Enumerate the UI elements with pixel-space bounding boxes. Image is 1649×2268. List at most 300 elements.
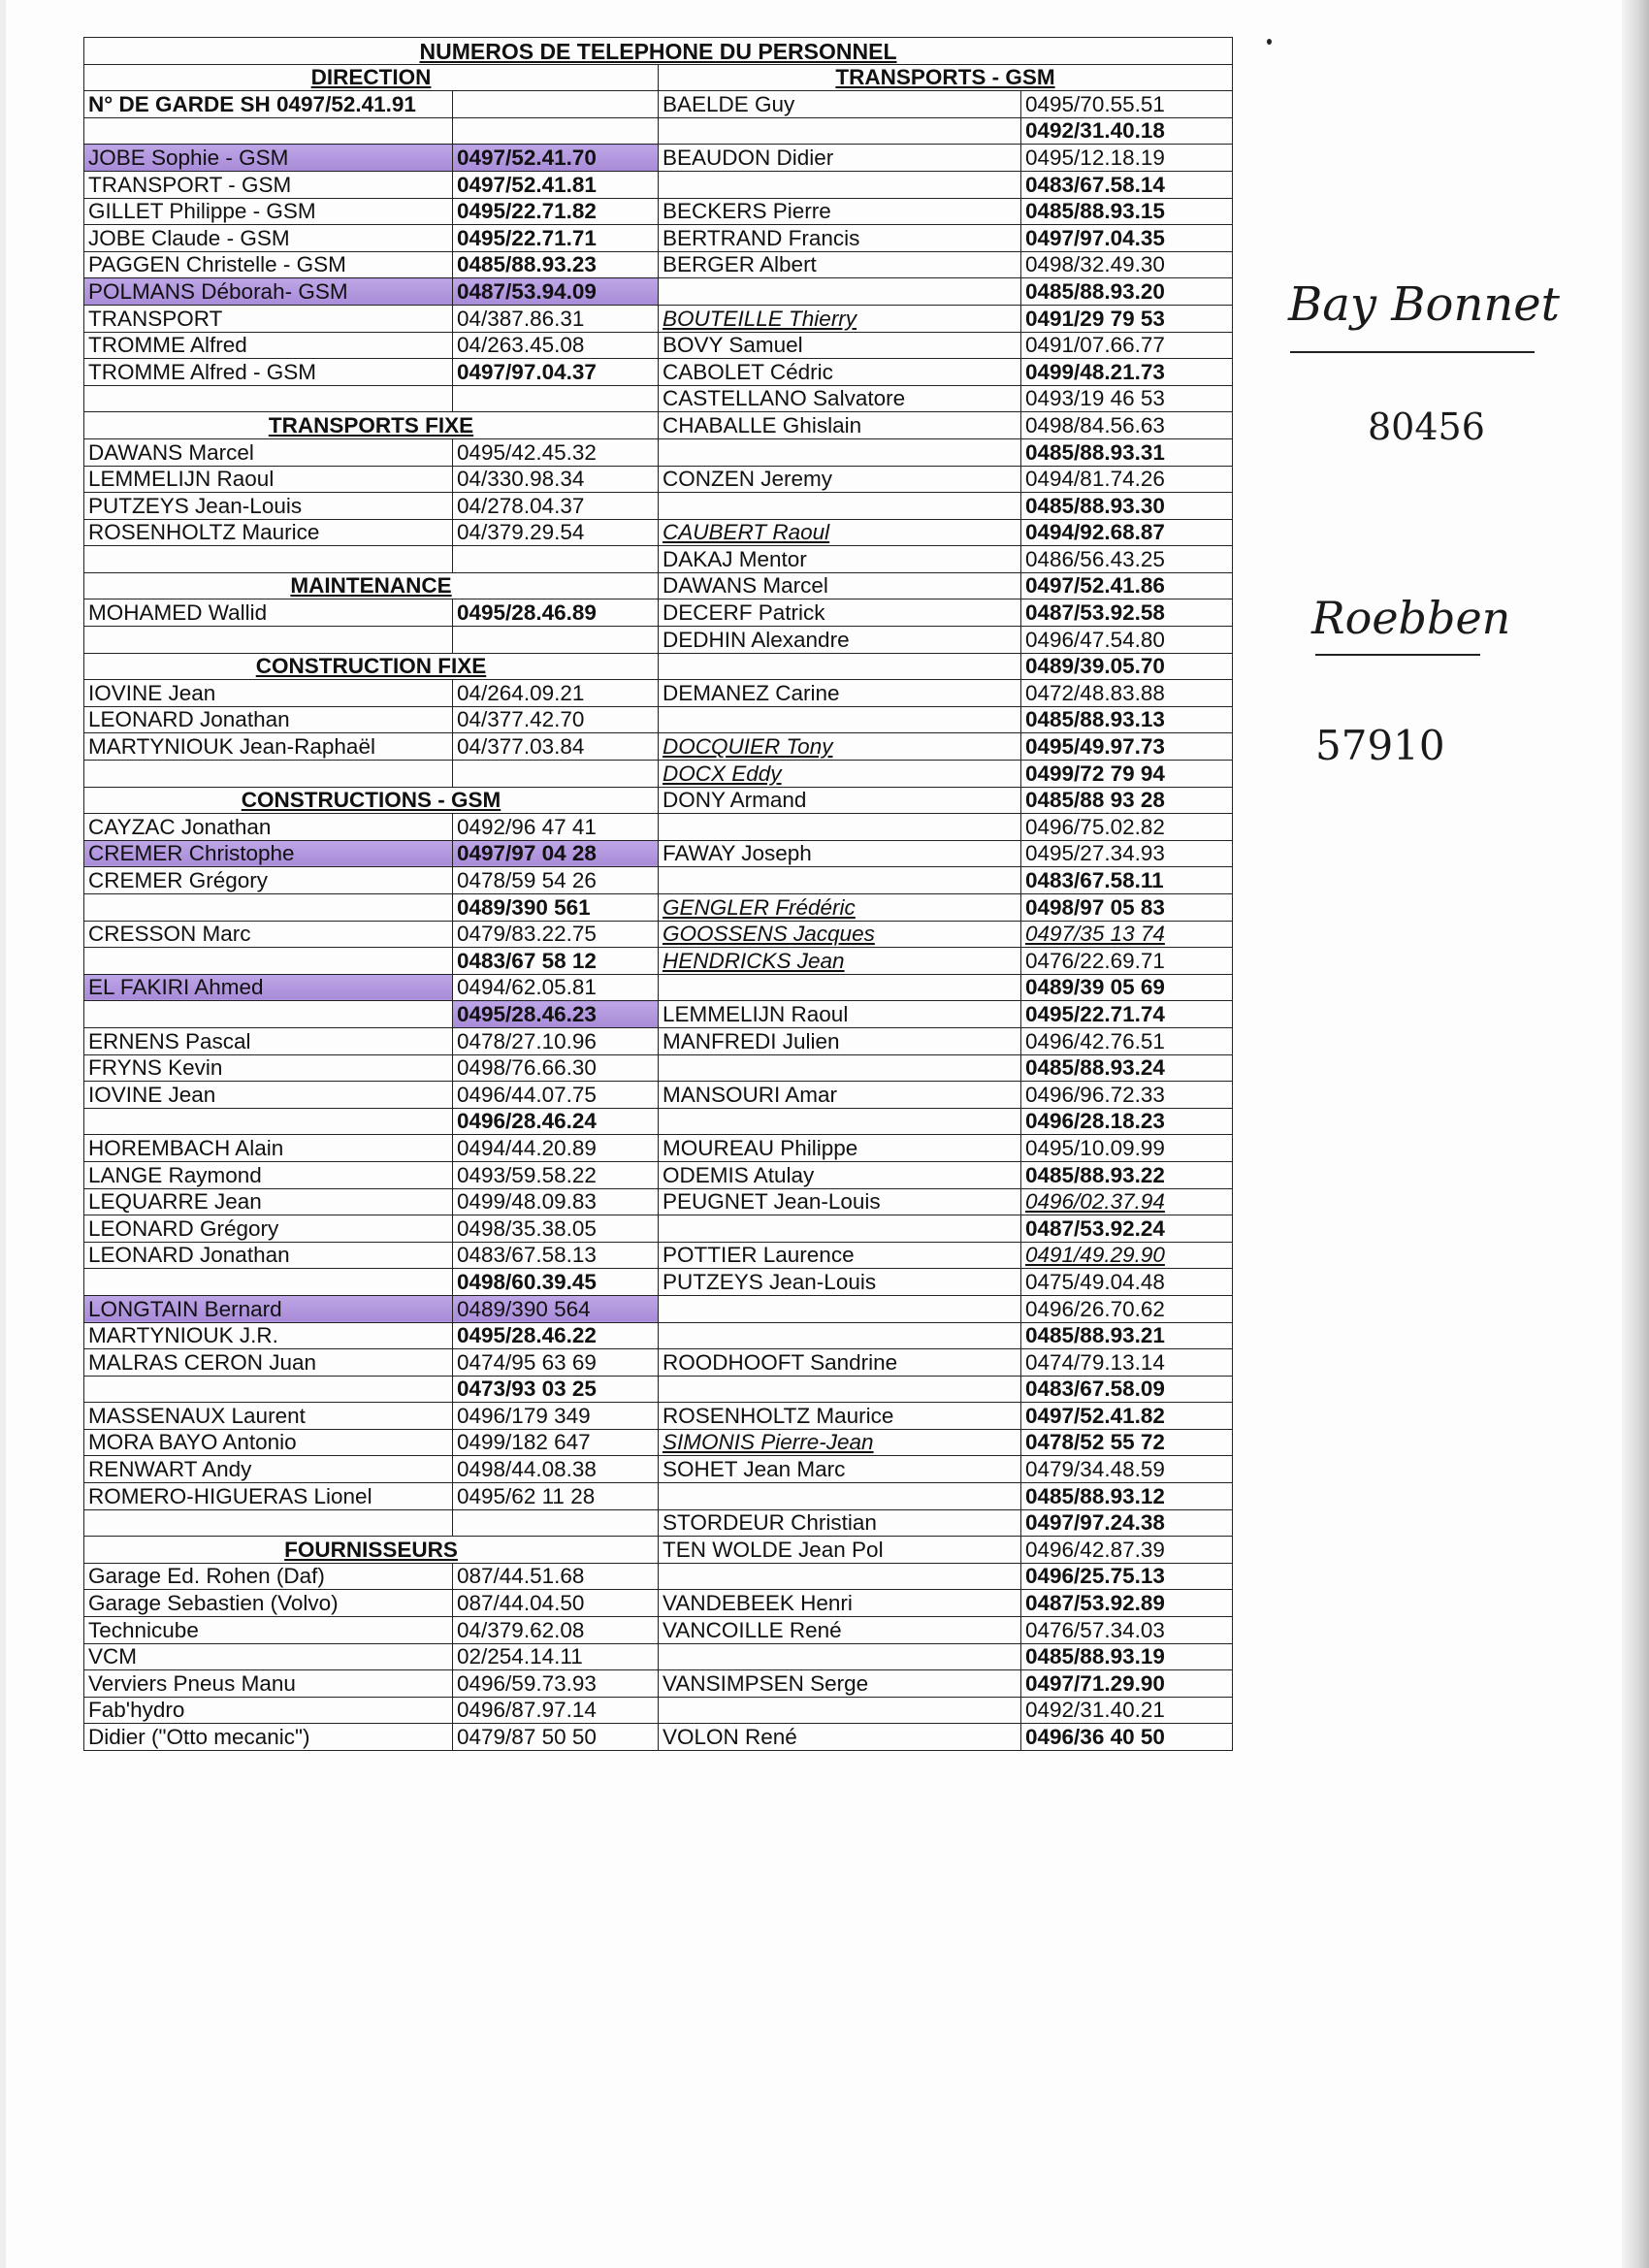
contact-phone: 0494/62.05.81 — [453, 974, 659, 1001]
contact-phone: 0476/22.69.71 — [1021, 948, 1233, 975]
contact-phone: 04/387.86.31 — [453, 305, 659, 332]
contact-phone: 0492/96 47 41 — [453, 814, 659, 841]
section-header-direction: DIRECTION — [84, 64, 659, 91]
contact-name: Verviers Pneus Manu — [84, 1670, 453, 1698]
contact-phone: 0487/53.92.89 — [1021, 1590, 1233, 1617]
table-row — [84, 653, 1233, 680]
contact-phone: 0483/67.58.14 — [1021, 171, 1233, 198]
contact-phone: 0497/97.04.35 — [1021, 225, 1233, 252]
contact-phone: 0497/52.41.86 — [1021, 572, 1233, 599]
contact-name: JOBE Sophie - GSM — [84, 145, 453, 172]
contact-phone: 0489/39 05 69 — [1021, 974, 1233, 1001]
contact-phone: 0494/81.74.26 — [1021, 466, 1233, 493]
table-row — [84, 921, 1233, 948]
contact-phone: 0489/390 561 — [453, 894, 659, 922]
contact-name — [84, 1269, 453, 1296]
contact-phone: 0496/179 349 — [453, 1403, 659, 1430]
contact-phone: 0495/28.46.22 — [453, 1322, 659, 1349]
contact-name: ROSENHOLTZ Maurice — [84, 519, 453, 546]
table-row — [84, 599, 1233, 627]
contact-phone: 0493/59.58.22 — [453, 1161, 659, 1188]
contact-phone: 0496/59.73.93 — [453, 1670, 659, 1698]
table-row — [84, 1027, 1233, 1054]
contact-name — [659, 974, 1021, 1001]
contact-name: MORA BAYO Antonio — [84, 1429, 453, 1456]
contact-name: PUTZEYS Jean-Louis — [84, 493, 453, 520]
contact-name: HENDRICKS Jean — [659, 948, 1021, 975]
contact-phone: 0495/22.71.74 — [1021, 1001, 1233, 1028]
contact-name: TRANSPORT — [84, 305, 453, 332]
contact-name — [659, 706, 1021, 733]
contact-name — [84, 1509, 453, 1537]
section-header: CONSTRUCTION FIXE — [84, 653, 659, 680]
page-title: NUMEROS DE TELEPHONE DU PERSONNEL — [84, 38, 1233, 65]
contact-phone — [453, 1509, 659, 1537]
contact-name: CHABALLE Ghislain — [659, 412, 1021, 439]
contact-name: JOBE Claude - GSM — [84, 225, 453, 252]
contact-phone: 0491/29 79 53 — [1021, 305, 1233, 332]
table-row — [84, 198, 1233, 225]
contact-phone: 0496/44.07.75 — [453, 1082, 659, 1109]
contact-phone: 0496/02.37.94 — [1021, 1188, 1233, 1215]
contact-name — [84, 1001, 453, 1028]
contact-name — [659, 1563, 1021, 1590]
contact-phone: 0485/88.93.30 — [1021, 493, 1233, 520]
contact-phone: 0493/19 46 53 — [1021, 385, 1233, 412]
table-row — [84, 948, 1233, 975]
contact-name: LONGTAIN Bernard — [84, 1295, 453, 1322]
contact-name: DOCX Eddy — [659, 761, 1021, 788]
contact-phone: 0495/22.71.71 — [453, 225, 659, 252]
contact-phone: 087/44.51.68 — [453, 1563, 659, 1590]
table-row — [84, 117, 1233, 145]
contact-name: Fab'hydro — [84, 1697, 453, 1724]
table-row — [84, 1108, 1233, 1135]
contact-phone: 0498/84.56.63 — [1021, 412, 1233, 439]
contact-name: CONZEN Jeremy — [659, 466, 1021, 493]
contact-name: VANCOILLE René — [659, 1617, 1021, 1644]
handwritten-note-number-1: 80456 — [1368, 405, 1485, 448]
table-row — [84, 251, 1233, 278]
contact-name: VOLON René — [659, 1724, 1021, 1751]
contact-phone — [453, 627, 659, 654]
table-row — [84, 385, 1233, 412]
contact-phone: 0485/88.93.24 — [1021, 1054, 1233, 1082]
table-row — [84, 1082, 1233, 1109]
contact-phone: 0495/70.55.51 — [1021, 91, 1233, 118]
table-row — [84, 305, 1233, 332]
contact-name: ROSENHOLTZ Maurice — [659, 1403, 1021, 1430]
contact-name: DAWANS Marcel — [659, 572, 1021, 599]
contact-name: LEONARD Jonathan — [84, 1242, 453, 1269]
contact-name — [659, 1483, 1021, 1510]
contact-phone: 0485/88.93.20 — [1021, 278, 1233, 306]
title-row — [84, 38, 1233, 65]
phone-directory-table — [83, 37, 1233, 1751]
contact-name: N° DE GARDE SH 0497/52.41.91 — [84, 91, 453, 118]
contact-name — [659, 1322, 1021, 1349]
contact-phone: 0496/28.46.24 — [453, 1108, 659, 1135]
contact-name: GOOSSENS Jacques — [659, 921, 1021, 948]
contact-name — [659, 814, 1021, 841]
table-row — [84, 787, 1233, 814]
contact-phone: 0489/390 564 — [453, 1295, 659, 1322]
contact-phone: 0495/27.34.93 — [1021, 840, 1233, 867]
contact-phone: 04/379.29.54 — [453, 519, 659, 546]
contact-name — [659, 1376, 1021, 1403]
contact-name: VCM — [84, 1643, 453, 1670]
contact-name: Garage Sebastien (Volvo) — [84, 1590, 453, 1617]
contact-phone: 0485/88.93.12 — [1021, 1483, 1233, 1510]
section-header-transports-gsm: TRANSPORTS - GSM — [659, 64, 1233, 91]
contact-name: MANSOURI Amar — [659, 1082, 1021, 1109]
contact-phone — [453, 117, 659, 145]
contact-phone: 0487/53.92.58 — [1021, 599, 1233, 627]
contact-phone — [453, 91, 659, 118]
contact-name — [659, 493, 1021, 520]
contact-phone: 0483/67.58.13 — [453, 1242, 659, 1269]
table-row — [84, 1403, 1233, 1430]
contact-phone: 02/254.14.11 — [453, 1643, 659, 1670]
paper-edge — [1622, 0, 1649, 2268]
contact-phone: 04/264.09.21 — [453, 680, 659, 707]
contact-name: FAWAY Joseph — [659, 840, 1021, 867]
contact-name — [659, 171, 1021, 198]
contact-phone: 0495/42.45.32 — [453, 438, 659, 466]
contact-phone: 0496/75.02.82 — [1021, 814, 1233, 841]
table-row — [84, 1590, 1233, 1617]
contact-name — [84, 546, 453, 573]
contact-phone: 0479/34.48.59 — [1021, 1456, 1233, 1483]
contact-name: MARTYNIOUK Jean-Raphaël — [84, 733, 453, 761]
table-row — [84, 171, 1233, 198]
table-row — [84, 1349, 1233, 1377]
contact-phone: 0499/182 647 — [453, 1429, 659, 1456]
contact-phone: 0492/31.40.18 — [1021, 117, 1233, 145]
contact-phone: 04/278.04.37 — [453, 493, 659, 520]
section-header: TRANSPORTS FIXE — [84, 412, 659, 439]
contact-name: GENGLER Frédéric — [659, 894, 1021, 922]
contact-phone: 04/379.62.08 — [453, 1617, 659, 1644]
contact-name: Garage Ed. Rohen (Daf) — [84, 1563, 453, 1590]
contact-phone: 0492/31.40.21 — [1021, 1697, 1233, 1724]
contact-phone: 0496/96.72.33 — [1021, 1082, 1233, 1109]
contact-phone: 0495/49.97.73 — [1021, 733, 1233, 761]
contact-phone — [453, 761, 659, 788]
contact-name: PUTZEYS Jean-Louis — [659, 1269, 1021, 1296]
contact-name — [659, 1108, 1021, 1135]
contact-name: VANDEBEEK Henri — [659, 1590, 1021, 1617]
contact-phone: 0498/35.38.05 — [453, 1215, 659, 1243]
contact-name — [659, 438, 1021, 466]
contact-phone: 0494/44.20.89 — [453, 1135, 659, 1162]
table-row — [84, 1322, 1233, 1349]
table-row — [84, 1509, 1233, 1537]
contact-name: SOHET Jean Marc — [659, 1456, 1021, 1483]
contact-phone: 04/263.45.08 — [453, 332, 659, 359]
contact-name: CABOLET Cédric — [659, 359, 1021, 386]
contact-name: LEONARD Jonathan — [84, 706, 453, 733]
contact-name: SIMONIS Pierre-Jean — [659, 1429, 1021, 1456]
table-row — [84, 1724, 1233, 1751]
section-header: CONSTRUCTIONS - GSM — [84, 787, 659, 814]
contact-phone: 0496/47.54.80 — [1021, 627, 1233, 654]
contact-name: ERNENS Pascal — [84, 1027, 453, 1054]
contact-phone: 0486/56.43.25 — [1021, 546, 1233, 573]
contact-name: POLMANS Déborah- GSM — [84, 278, 453, 306]
contact-name — [659, 1054, 1021, 1082]
table-row — [84, 1188, 1233, 1215]
contact-name: ROODHOOFT Sandrine — [659, 1349, 1021, 1377]
table-row — [84, 706, 1233, 733]
contact-phone: 0476/57.34.03 — [1021, 1617, 1233, 1644]
table-row — [84, 1697, 1233, 1724]
contact-phone: 0499/72 79 94 — [1021, 761, 1233, 788]
contact-phone: 0494/92.68.87 — [1021, 519, 1233, 546]
contact-name: CRESSON Marc — [84, 921, 453, 948]
contact-phone: 0487/53.94.09 — [453, 278, 659, 306]
contact-phone — [453, 385, 659, 412]
contact-name: HOREMBACH Alain — [84, 1135, 453, 1162]
contact-phone: 0473/93 03 25 — [453, 1376, 659, 1403]
contact-name: Didier ("Otto mecanic") — [84, 1724, 453, 1751]
contact-phone: 0496/28.18.23 — [1021, 1108, 1233, 1135]
contact-name: MALRAS CERON Juan — [84, 1349, 453, 1377]
contact-name: FRYNS Kevin — [84, 1054, 453, 1082]
contact-name: CREMER Grégory — [84, 867, 453, 894]
contact-phone: 0498/76.66.30 — [453, 1054, 659, 1082]
table-row — [84, 493, 1233, 520]
contact-name — [659, 1295, 1021, 1322]
table-row — [84, 332, 1233, 359]
contact-name: DONY Armand — [659, 787, 1021, 814]
contact-name: BOUTEILLE Thierry — [659, 305, 1021, 332]
contact-name: MASSENAUX Laurent — [84, 1403, 453, 1430]
contact-name: CAYZAC Jonathan — [84, 814, 453, 841]
contact-name: TROMME Alfred - GSM — [84, 359, 453, 386]
table-row — [84, 572, 1233, 599]
contact-name — [84, 627, 453, 654]
contact-phone: 0485/88.93.23 — [453, 251, 659, 278]
table-row — [84, 1054, 1233, 1082]
table-row — [84, 974, 1233, 1001]
table-row — [84, 1295, 1233, 1322]
table-row — [84, 466, 1233, 493]
contact-phone: 0483/67.58.09 — [1021, 1376, 1233, 1403]
contact-name — [84, 385, 453, 412]
contact-name: DEMANEZ Carine — [659, 680, 1021, 707]
section-header: MAINTENANCE — [84, 572, 659, 599]
table-row — [84, 1242, 1233, 1269]
contact-phone: 0485/88.93.21 — [1021, 1322, 1233, 1349]
contact-phone: 0498/60.39.45 — [453, 1269, 659, 1296]
contact-name: EL FAKIRI Ahmed — [84, 974, 453, 1001]
contact-name: MOUREAU Philippe — [659, 1135, 1021, 1162]
contact-phone: 0478/52 55 72 — [1021, 1429, 1233, 1456]
contact-name: DOCQUIER Tony — [659, 733, 1021, 761]
contact-phone: 0496/26.70.62 — [1021, 1295, 1233, 1322]
contact-name: BECKERS Pierre — [659, 198, 1021, 225]
contact-phone: 0497/97.04.37 — [453, 359, 659, 386]
contact-name — [659, 1643, 1021, 1670]
paper-edge-left — [0, 0, 6, 2268]
header-row — [84, 64, 1233, 91]
contact-phone: 0478/59 54 26 — [453, 867, 659, 894]
contact-name — [659, 1215, 1021, 1243]
contact-phone: 0498/97 05 83 — [1021, 894, 1233, 922]
contact-name — [84, 894, 453, 922]
contact-phone: 0485/88.93.13 — [1021, 706, 1233, 733]
contact-phone: 0491/49.29.90 — [1021, 1242, 1233, 1269]
contact-phone: 0496/42.87.39 — [1021, 1537, 1233, 1564]
table-row — [84, 359, 1233, 386]
contact-phone: 0496/42.76.51 — [1021, 1027, 1233, 1054]
contact-name: ROMERO-HIGUERAS Lionel — [84, 1483, 453, 1510]
contact-phone: 0497/71.29.90 — [1021, 1670, 1233, 1698]
contact-phone: 0495/10.09.99 — [1021, 1135, 1233, 1162]
contact-phone: 0483/67.58.11 — [1021, 867, 1233, 894]
contact-name: VANSIMPSEN Serge — [659, 1670, 1021, 1698]
table-row — [84, 1670, 1233, 1698]
ink-dot — [1267, 39, 1272, 45]
handwritten-note-name-1: Bay Bonnet — [1288, 277, 1560, 332]
contact-name: MOHAMED Wallid — [84, 599, 453, 627]
table-row — [84, 761, 1233, 788]
contact-phone: 0479/83.22.75 — [453, 921, 659, 948]
contact-name: TRANSPORT - GSM — [84, 171, 453, 198]
handwritten-note-number-2: 57910 — [1315, 722, 1445, 769]
contact-name: LEMMELIJN Raoul — [84, 466, 453, 493]
table-row — [84, 1215, 1233, 1243]
contact-name: LANGE Raymond — [84, 1161, 453, 1188]
table-row — [84, 438, 1233, 466]
contact-phone: 0495/62 11 28 — [453, 1483, 659, 1510]
contact-phone: 0497/35 13 74 — [1021, 921, 1233, 948]
contact-name: CAUBERT Raoul — [659, 519, 1021, 546]
contact-name: DAKAJ Mentor — [659, 546, 1021, 573]
contact-phone: 0495/22.71.82 — [453, 198, 659, 225]
section-header: FOURNISSEURS — [84, 1537, 659, 1564]
contact-name: STORDEUR Christian — [659, 1509, 1021, 1537]
table-row — [84, 1429, 1233, 1456]
table-row — [84, 1001, 1233, 1028]
table-row — [84, 733, 1233, 761]
contact-name — [84, 117, 453, 145]
contact-name: PEUGNET Jean-Louis — [659, 1188, 1021, 1215]
contact-phone: 04/377.03.84 — [453, 733, 659, 761]
contact-name: CREMER Christophe — [84, 840, 453, 867]
contact-phone: 0497/52.41.82 — [1021, 1403, 1233, 1430]
contact-phone — [453, 546, 659, 573]
contact-phone: 04/330.98.34 — [453, 466, 659, 493]
contact-name — [84, 1376, 453, 1403]
contact-name: LEONARD Grégory — [84, 1215, 453, 1243]
contact-name: BAELDE Guy — [659, 91, 1021, 118]
contact-phone: 0474/79.13.14 — [1021, 1349, 1233, 1377]
table-row — [84, 814, 1233, 841]
table-row — [84, 1537, 1233, 1564]
contact-phone: 0499/48.09.83 — [453, 1188, 659, 1215]
table-row — [84, 1161, 1233, 1188]
contact-phone: 087/44.04.50 — [453, 1590, 659, 1617]
contact-name: DAWANS Marcel — [84, 438, 453, 466]
table-row — [84, 1376, 1233, 1403]
contact-phone: 0497/52.41.70 — [453, 145, 659, 172]
contact-phone: 0483/67 58 12 — [453, 948, 659, 975]
table-row — [84, 1483, 1233, 1510]
handwritten-note-name-2: Roebben — [1311, 592, 1511, 644]
contact-name — [659, 653, 1021, 680]
contact-name: MANFREDI Julien — [659, 1027, 1021, 1054]
table-row — [84, 867, 1233, 894]
contact-phone: 0485/88.93.15 — [1021, 198, 1233, 225]
contact-phone: 0475/49.04.48 — [1021, 1269, 1233, 1296]
table-row — [84, 91, 1233, 118]
contact-phone: 0485/88 93 28 — [1021, 787, 1233, 814]
contact-phone: 0497/52.41.81 — [453, 171, 659, 198]
contact-name — [659, 117, 1021, 145]
contact-name — [84, 948, 453, 975]
contact-name — [659, 1697, 1021, 1724]
table-row — [84, 145, 1233, 172]
contact-name: GILLET Philippe - GSM — [84, 198, 453, 225]
table-row — [84, 680, 1233, 707]
contact-name: BOVY Samuel — [659, 332, 1021, 359]
contact-name: DEDHIN Alexandre — [659, 627, 1021, 654]
contact-name: PAGGEN Christelle - GSM — [84, 251, 453, 278]
contact-phone: 04/377.42.70 — [453, 706, 659, 733]
contact-name: LEMMELIJN Raoul — [659, 1001, 1021, 1028]
table-row — [84, 840, 1233, 867]
contact-phone: 0497/97.24.38 — [1021, 1509, 1233, 1537]
table-row — [84, 278, 1233, 306]
contact-name: ODEMIS Atulay — [659, 1161, 1021, 1188]
contact-phone: 0491/07.66.77 — [1021, 332, 1233, 359]
handwritten-underline-1 — [1290, 351, 1535, 353]
contact-name: TROMME Alfred — [84, 332, 453, 359]
table-row — [84, 519, 1233, 546]
contact-phone: 0495/28.46.89 — [453, 599, 659, 627]
contact-phone: 0485/88.93.19 — [1021, 1643, 1233, 1670]
table-row — [84, 546, 1233, 573]
contact-phone: 0499/48.21.73 — [1021, 359, 1233, 386]
contact-name: IOVINE Jean — [84, 680, 453, 707]
contact-name: LEQUARRE Jean — [84, 1188, 453, 1215]
contact-phone: 0472/48.83.88 — [1021, 680, 1233, 707]
contact-name: BERGER Albert — [659, 251, 1021, 278]
contact-name: BEAUDON Didier — [659, 145, 1021, 172]
contact-phone: 0495/12.18.19 — [1021, 145, 1233, 172]
table-row — [84, 1135, 1233, 1162]
contact-phone: 0479/87 50 50 — [453, 1724, 659, 1751]
contact-name: DECERF Patrick — [659, 599, 1021, 627]
table-row — [84, 1269, 1233, 1296]
table-row — [84, 627, 1233, 654]
contact-name: Technicube — [84, 1617, 453, 1644]
contact-name: MARTYNIOUK J.R. — [84, 1322, 453, 1349]
table-row — [84, 1563, 1233, 1590]
contact-name: TEN WOLDE Jean Pol — [659, 1537, 1021, 1564]
table-row — [84, 1456, 1233, 1483]
table-row — [84, 225, 1233, 252]
contact-name: RENWART Andy — [84, 1456, 453, 1483]
contact-phone: 0496/36 40 50 — [1021, 1724, 1233, 1751]
contact-phone: 0496/87.97.14 — [453, 1697, 659, 1724]
contact-phone: 0498/44.08.38 — [453, 1456, 659, 1483]
contact-name: IOVINE Jean — [84, 1082, 453, 1109]
contact-phone: 0497/97 04 28 — [453, 840, 659, 867]
contact-name — [659, 867, 1021, 894]
